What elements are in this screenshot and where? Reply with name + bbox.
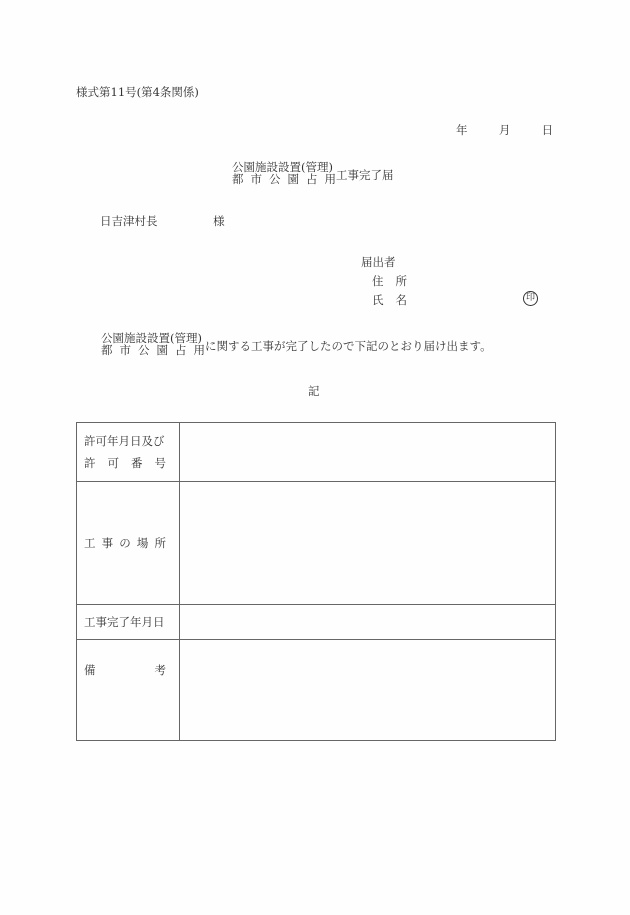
- location-label: [84, 535, 166, 551]
- char: 園: [156, 343, 168, 357]
- form-number: 様式第11号(第4条関係): [76, 85, 199, 99]
- title-option-stack: [232, 161, 336, 185]
- char: 考: [154, 663, 166, 677]
- char: 備: [84, 663, 96, 677]
- char: の: [119, 536, 131, 550]
- completion-date-label: 工事完了年月日: [84, 615, 165, 629]
- char: 市: [119, 343, 131, 357]
- char: 公: [269, 172, 281, 186]
- char: 占: [306, 172, 318, 186]
- char: 住: [372, 274, 384, 288]
- completion-date-label-cell: [77, 605, 180, 640]
- date-month-label: 月: [498, 123, 511, 137]
- body-text: に関する工事が完了したので下記のとおり届け出ます。: [205, 338, 492, 353]
- char: 許: [84, 456, 96, 470]
- seal-mark-icon: 印: [523, 291, 538, 306]
- body-option-stack: [101, 332, 205, 356]
- char: 番: [131, 456, 143, 470]
- char: 用: [324, 172, 336, 186]
- char: 氏: [372, 293, 384, 307]
- applicant-label: 届出者: [361, 255, 396, 269]
- char: 工: [84, 536, 96, 550]
- table-row-completion-date: [77, 605, 556, 640]
- title-suffix: 工事完了届: [336, 167, 394, 182]
- char: 事: [101, 536, 114, 550]
- char: 場: [136, 536, 149, 550]
- permit-label-line2: [84, 452, 166, 474]
- char: 市: [250, 172, 262, 186]
- body-option-bottom: [101, 344, 205, 356]
- char: 号: [154, 456, 166, 470]
- char: 所: [395, 274, 407, 288]
- char: 公: [138, 343, 150, 357]
- date-day-label: 日: [541, 123, 554, 137]
- table-row-remarks: [77, 640, 556, 741]
- title-option-top: 公園施設設置(管理): [232, 160, 333, 174]
- addressee-honorific: 様: [213, 214, 225, 228]
- permit-label-line1: 許可年月日及び: [84, 434, 165, 448]
- char: 所: [154, 536, 166, 550]
- char: 都: [101, 343, 113, 357]
- location-value-field[interactable]: [180, 482, 556, 605]
- title-option-bottom: [232, 173, 336, 185]
- permit-label-cell: [77, 423, 180, 482]
- addressee: [100, 214, 225, 228]
- char: 可: [107, 456, 119, 470]
- table-row-permit: [77, 423, 556, 482]
- completion-date-value-field[interactable]: [180, 605, 556, 640]
- body-option-top: 公園施設設置(管理): [101, 331, 202, 345]
- date-line: [456, 123, 553, 137]
- table-row-location: [77, 482, 556, 605]
- char: 名: [395, 293, 407, 307]
- char: 園: [287, 172, 299, 186]
- permit-value-field[interactable]: [180, 423, 556, 482]
- char: 占: [175, 343, 187, 357]
- address-label: [372, 274, 407, 288]
- remarks-label-cell: [77, 640, 180, 741]
- body-statement: [101, 332, 492, 356]
- char: 用: [193, 343, 205, 357]
- location-label-cell: [77, 482, 180, 605]
- date-year-label: 年: [456, 123, 468, 137]
- completion-details-table: [76, 422, 556, 741]
- ki-heading: 記: [308, 384, 320, 398]
- char: 都: [232, 172, 244, 186]
- document-title: [232, 161, 394, 185]
- addressee-name: 日吉津村長: [100, 214, 158, 228]
- remarks-value-field[interactable]: [180, 640, 556, 741]
- name-label: [372, 293, 407, 307]
- remarks-label: [84, 662, 166, 678]
